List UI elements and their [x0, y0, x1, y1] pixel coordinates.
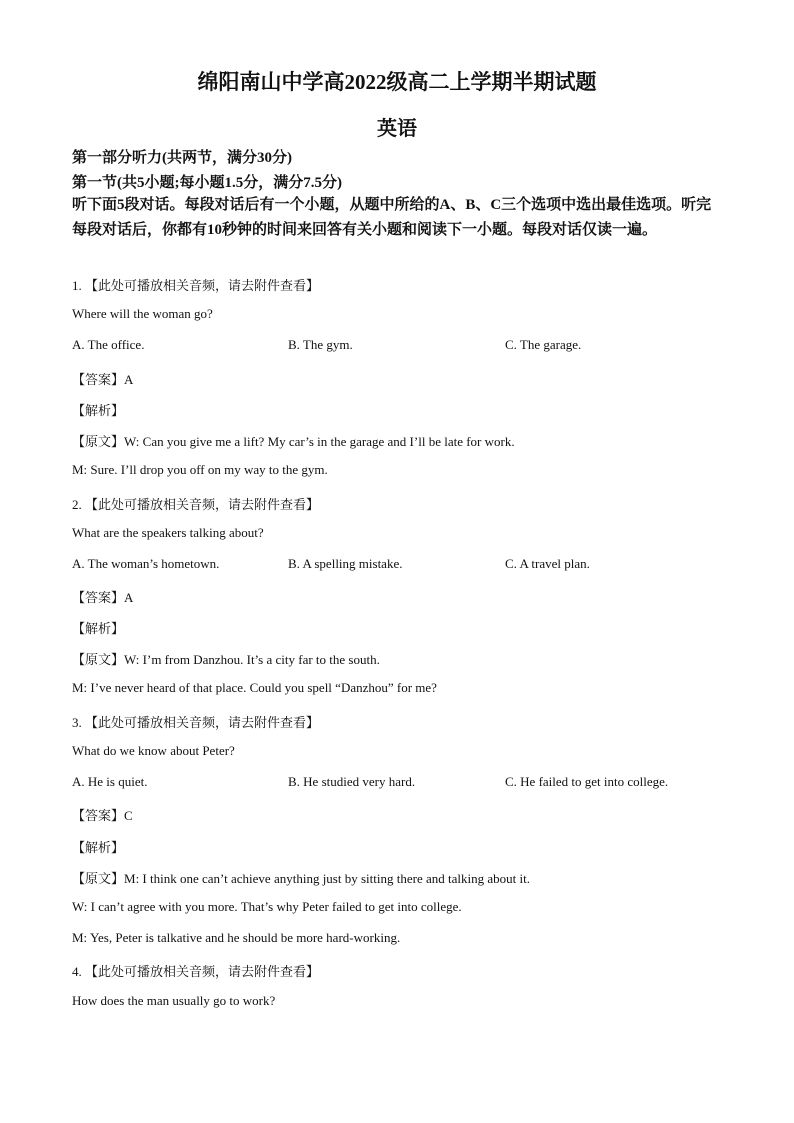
- transcript-label: 【原文】: [72, 434, 125, 449]
- answer-label: 【答案】: [72, 808, 125, 823]
- question-3-transcript-3: M: Yes, Peter is talkative and he should be more hard-working.: [72, 930, 401, 945]
- question-4-stem: How does the man usually go to work?: [72, 993, 276, 1008]
- answer-label: 【答案】: [72, 590, 125, 605]
- audio-note: 【此处可播放相关音频，请去附件查看】: [85, 278, 320, 293]
- answer-value: A: [124, 372, 134, 387]
- question-number: 2.: [72, 497, 82, 512]
- audio-note: 【此处可播放相关音频，请去附件查看】: [85, 497, 320, 512]
- question-3-transcript-1: [72, 868, 530, 887]
- question-number: 3.: [72, 715, 82, 730]
- question-2-answer: [72, 587, 133, 606]
- transcript-line: W: Can you give me a lift? My car’s in the garage and I’ll be late for work.: [124, 434, 515, 449]
- question-1-option-a: A. The office.: [72, 337, 145, 352]
- question-1-answer: [72, 369, 133, 388]
- answer-label: 【答案】: [72, 372, 125, 387]
- directions-text: 听下面5段对话。每段对话后有一个小题，从题中所给的A、B、C三个选项中选出最佳选项。听完每段对话后，你都有10秒钟的时间来回答有关小题和阅读下一小题。每段对话仅读一遍。: [72, 197, 712, 238]
- section-heading: 第一节(共5小题;每小题1.5分，满分7.5分): [72, 175, 342, 191]
- question-1-transcript-1: [72, 431, 515, 450]
- transcript-label: 【原文】: [72, 652, 125, 667]
- question-2-transcript-1: [72, 649, 380, 668]
- question-3-option-c: C. He failed to get into college.: [505, 774, 669, 789]
- question-4-audio[interactable]: [72, 961, 319, 980]
- part-heading: 第一部分听力(共两节，满分30分): [72, 150, 292, 166]
- question-3-stem: What do we know about Peter?: [72, 743, 235, 758]
- question-1-transcript-2: M: Sure. I’ll drop you off on my way to the gym.: [72, 462, 328, 477]
- subject-title: 英语: [377, 118, 417, 140]
- question-3-option-b: B. He studied very hard.: [288, 774, 416, 789]
- transcript-label: 【原文】: [72, 871, 125, 886]
- question-1-option-b: B. The gym.: [288, 337, 353, 352]
- answer-value: C: [124, 808, 133, 823]
- question-3-audio[interactable]: [72, 712, 319, 731]
- question-3-analysis-label: 【解析】: [72, 840, 125, 855]
- audio-note: 【此处可播放相关音频，请去附件查看】: [85, 964, 320, 979]
- question-2-analysis-label: 【解析】: [72, 621, 125, 636]
- question-2-option-b: B. A spelling mistake.: [288, 556, 403, 571]
- transcript-line: M: I think one can’t achieve anything just by sitting there and talking about it.: [124, 871, 530, 886]
- question-3-answer: [72, 805, 133, 824]
- question-1-stem: Where will the woman go?: [72, 306, 213, 321]
- question-1-analysis-label: 【解析】: [72, 403, 125, 418]
- answer-value: A: [124, 590, 134, 605]
- page-title: 绵阳南山中学高2022级高二上学期半期试题: [197, 70, 597, 94]
- question-3-option-a: A. He is quiet.: [72, 774, 148, 789]
- question-2-option-a: A. The woman’s hometown.: [72, 556, 220, 571]
- question-2-option-c: C. A travel plan.: [505, 556, 590, 571]
- question-3-transcript-2: W: I can’t agree with you more. That’s why Peter failed to get into college.: [72, 899, 462, 914]
- question-2-audio[interactable]: [72, 494, 319, 513]
- question-2-stem: What are the speakers talking about?: [72, 525, 264, 540]
- question-1-audio[interactable]: [72, 275, 319, 294]
- transcript-line: W: I’m from Danzhou. It’s a city far to the south.: [124, 652, 380, 667]
- question-number: 1.: [72, 278, 82, 293]
- question-1-option-c: C. The garage.: [505, 337, 582, 352]
- question-2-transcript-2: M: I’ve never heard of that place. Could you spell “Danzhou” for me?: [72, 680, 437, 695]
- question-number: 4.: [72, 964, 82, 979]
- audio-note: 【此处可播放相关音频，请去附件查看】: [85, 715, 320, 730]
